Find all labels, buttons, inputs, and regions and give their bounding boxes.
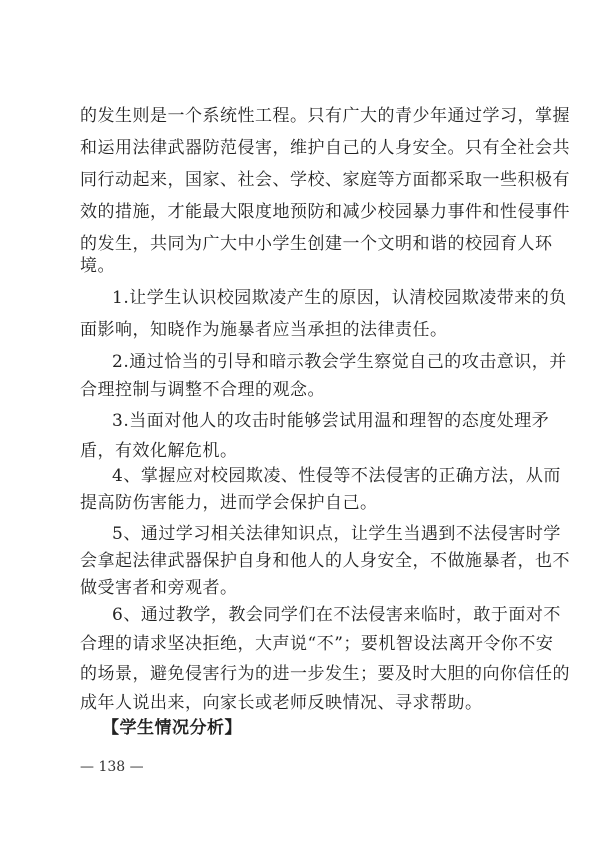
text-line: 成年人说出来，向家长或老师反映情况、寻求帮助。 [80, 693, 483, 713]
page-number: — 138 — [80, 759, 144, 775]
text-line: 境。 [80, 256, 115, 276]
text-line: 2.通过恰当的引导和暗示教会学生察觉自己的攻击意识，并 [112, 352, 567, 372]
text-line: 1.让学生认识校园欺凌产生的原因，认清校园欺凌带来的负 [112, 288, 567, 308]
text-line: 盾，有效化解危机。 [80, 441, 238, 461]
text-line: 和运用法律武器防范侵害，维护自己的人身安全。只有全社会共 [80, 138, 570, 158]
text-line: 面影响，知晓作为施暴者应当承担的法律责任。 [80, 320, 448, 340]
text-line: 6、通过教学，教会同学们在不法侵害来临时，敢于面对不 [112, 605, 561, 625]
text-line: 的发生，共同为广大中小学生创建一个文明和谐的校园育人环 [80, 234, 553, 254]
text-line: 4、掌握应对校园欺凌、性侵等不法侵害的正确方法，从而 [112, 466, 561, 486]
text-line: 同行动起来，国家、社会、学校、家庭等方面都采取一些积极有 [80, 170, 570, 190]
section-heading: 【学生情况分析】 [102, 718, 242, 738]
text-line: 做受害者和旁观者。 [80, 578, 238, 598]
text-line: 5、通过学习相关法律知识点，让学生当遇到不法侵害时学 [112, 524, 561, 544]
text-line: 的发生则是一个系统性工程。只有广大的青少年通过学习，掌握 [80, 106, 570, 126]
text-line: 合理的请求坚决拒绝，大声说“不”；要机智设法离开令你不安 [80, 634, 554, 654]
text-line: 的场景，避免侵害行为的进一步发生；要及时大胆的向你信任的 [80, 664, 570, 684]
text-line: 提高防伤害能力，进而学会保护自己。 [80, 493, 378, 513]
text-line: 会拿起法律武器保护自身和他人的人身安全，不做施暴者，也不 [80, 551, 570, 571]
text-line: 合理控制与调整不合理的观念。 [80, 380, 325, 400]
text-line: 3.当面对他人的攻击时能够尝试用温和理智的态度处理矛 [112, 411, 550, 431]
text-line: 效的措施，才能最大限度地预防和减少校园暴力事件和性侵事件 [80, 202, 570, 222]
